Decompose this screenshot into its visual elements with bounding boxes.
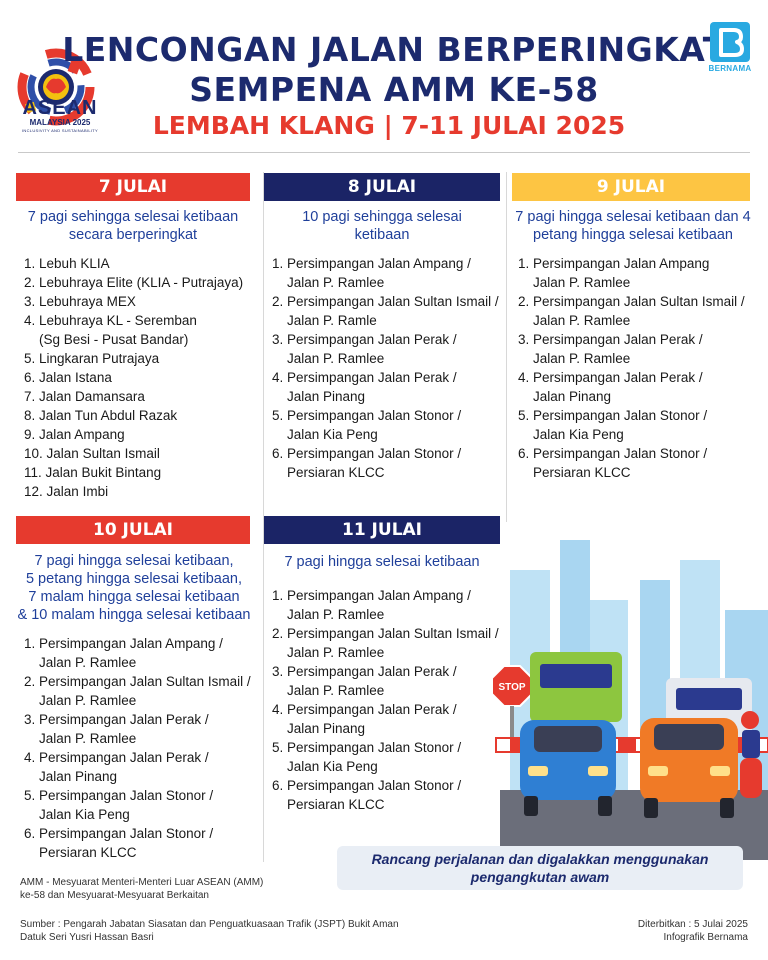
list-item: 3. Lebuhraya MEX — [24, 294, 136, 309]
list-item: 12. Jalan Imbi — [24, 484, 109, 499]
list-item: 6. Jalan Istana — [24, 370, 112, 385]
list-item: 8. Jalan Tun Abdul Razak — [24, 408, 178, 423]
list-item: 4. Persimpangan Jalan Perak / Jalan Pinang — [272, 370, 457, 404]
list-item: 5. Persimpangan Jalan Stonor / Jalan Kia Peng — [272, 408, 462, 442]
list-item: 9. Jalan Ampang — [24, 427, 125, 442]
list-item: 3. Persimpangan Jalan Perak / Jalan P. Ramlee — [272, 664, 457, 698]
list-item: 6. Persimpangan Jalan Stonor / Persiaran KLCC — [272, 778, 462, 812]
list-item: 5. Persimpangan Jalan Stonor / Jalan Kia Peng — [518, 408, 708, 442]
day-header-9-julai: 9 JULAI — [512, 173, 750, 201]
day-description: 7 pagi hingga selesai ketibaan — [284, 554, 480, 570]
list-item: 10. Jalan Sultan Ismail — [24, 446, 160, 461]
list-item: 5. Lingkaran Putrajaya — [24, 351, 160, 366]
list-item: 7. Jalan Damansara — [24, 389, 145, 404]
advisory-callout: Rancang perjalanan dan digalakkan menggunakan pengangkutan awam — [337, 846, 743, 890]
list-item: 4. Persimpangan Jalan Perak / Jalan Pinang — [272, 702, 457, 736]
road-list-11-julai — [272, 586, 508, 814]
page-title-line1: LENCONGAN JALAN BERPERINGKAT — [62, 30, 726, 69]
truck-icon — [530, 652, 622, 722]
list-item: 6. Persimpangan Jalan Stonor / Persiaran KLCC — [24, 826, 214, 860]
list-item: 3. Persimpangan Jalan Perak / Jalan P. Ramlee — [24, 712, 209, 746]
list-item: 1. Persimpangan Jalan Ampang / Jalan P. Ramlee — [272, 588, 471, 622]
list-item: 4. Persimpangan Jalan Perak / Jalan Pinang — [24, 750, 209, 784]
list-item: 6. Persimpangan Jalan Stonor / Persiaran KLCC — [272, 446, 462, 480]
abbreviation-note: AMM - Mesyuarat Menteri-Menteri Luar ASEAN (AMM) ke-58 dan Mesyuarat-Mesyuarat Berkaitan — [20, 877, 264, 901]
day-description: 10 pagi sehingga selesai ketibaan — [302, 209, 462, 243]
publication-info: Diterbitkan : 5 Julai 2025 Infografik Bernama — [637, 919, 748, 943]
source-credit: Sumber : Pengarah Jabatan Siasatan dan Penguatkuasaan Trafik (JSPT) Bukit Aman Datuk Seri Yusri Hassan Basri — [20, 919, 399, 943]
list-item: 2. Persimpangan Jalan Sultan Ismail / Jalan P. Ramlee — [24, 674, 251, 708]
day-header-10-julai: 10 JULAI — [16, 516, 250, 544]
day-description: 7 pagi sehingga selesai ketibaan secara berperingkat — [27, 209, 239, 243]
list-item: 1. Lebuh KLIA — [24, 256, 110, 271]
list-item: 5. Persimpangan Jalan Stonor / Jalan Kia Peng — [272, 740, 462, 774]
list-item: 2. Persimpangan Jalan Sultan Ismail / Jalan P. Ramle — [272, 294, 499, 328]
list-item: 1. Persimpangan Jalan Ampang / Jalan P. Ramlee — [272, 256, 471, 290]
page-title-line2: SEMPENA AMM KE-58 — [189, 70, 599, 109]
list-item: 11. Jalan Bukit Bintang — [24, 465, 162, 480]
traffic-roadblock-illustration — [480, 540, 768, 860]
list-item: 3. Persimpangan Jalan Perak / Jalan P. Ramlee — [272, 332, 457, 366]
asean-tagline: INCLUSIVITY AND SUSTAINABILITY — [22, 128, 98, 133]
list-item: 3. Persimpangan Jalan Perak / Jalan P. Ramlee — [518, 332, 703, 366]
bernama-label: BERNAMA — [708, 64, 752, 73]
day-header-7-julai: 7 JULAI — [16, 173, 250, 201]
list-item: 1. Persimpangan Jalan Ampang / Jalan P. Ramlee — [24, 636, 223, 670]
list-item: 5. Persimpangan Jalan Stonor / Jalan Kia Peng — [24, 788, 214, 822]
list-item: 4. Persimpangan Jalan Perak / Jalan Pinang — [518, 370, 703, 404]
list-item: 4. Lebuhraya KL - Seremban (Sg Besi - Pusat Bandar) — [24, 313, 197, 347]
asean-name: ASEAN — [22, 97, 98, 119]
bernama-logo — [704, 22, 756, 73]
day-header-8-julai: 8 JULAI — [264, 173, 500, 201]
road-list-8-julai — [272, 254, 508, 482]
day-description: 7 pagi hingga selesai ketibaan dan 4 petang hingga selesai ketibaan — [515, 209, 751, 243]
list-item: 2. Persimpangan Jalan Sultan Ismail / Jalan P. Ramlee — [518, 294, 745, 328]
header-divider — [18, 152, 750, 153]
list-item: 6. Persimpangan Jalan Stonor / Persiaran KLCC — [518, 446, 708, 480]
list-item: 1. Persimpangan Jalan Ampang Jalan P. Ramlee — [518, 256, 710, 290]
road-list-7-julai — [24, 254, 258, 501]
road-list-9-julai — [518, 254, 762, 482]
list-item: 2. Lebuhraya Elite (KLIA - Putrajaya) — [24, 275, 244, 290]
svg-text:STOP: STOP — [498, 682, 526, 693]
page-subtitle: LEMBAH KLANG | 7-11 JULAI 2025 — [152, 111, 626, 140]
bernama-b-icon — [710, 22, 750, 62]
day-header-11-julai: 11 JULAI — [264, 516, 500, 544]
day-description-10-julai: 7 pagi hingga selesai ketibaan, 5 petang hingga selesai ketibaan, 7 malam hingga selesai ketibaan & 10 malam hingga selesai ketibaan — [17, 553, 251, 623]
asean-country: MALAYSIA 2025 — [29, 118, 91, 127]
road-list-10-julai — [24, 634, 262, 862]
list-item: 2. Persimpangan Jalan Sultan Ismail / Jalan P. Ramlee — [272, 626, 499, 660]
